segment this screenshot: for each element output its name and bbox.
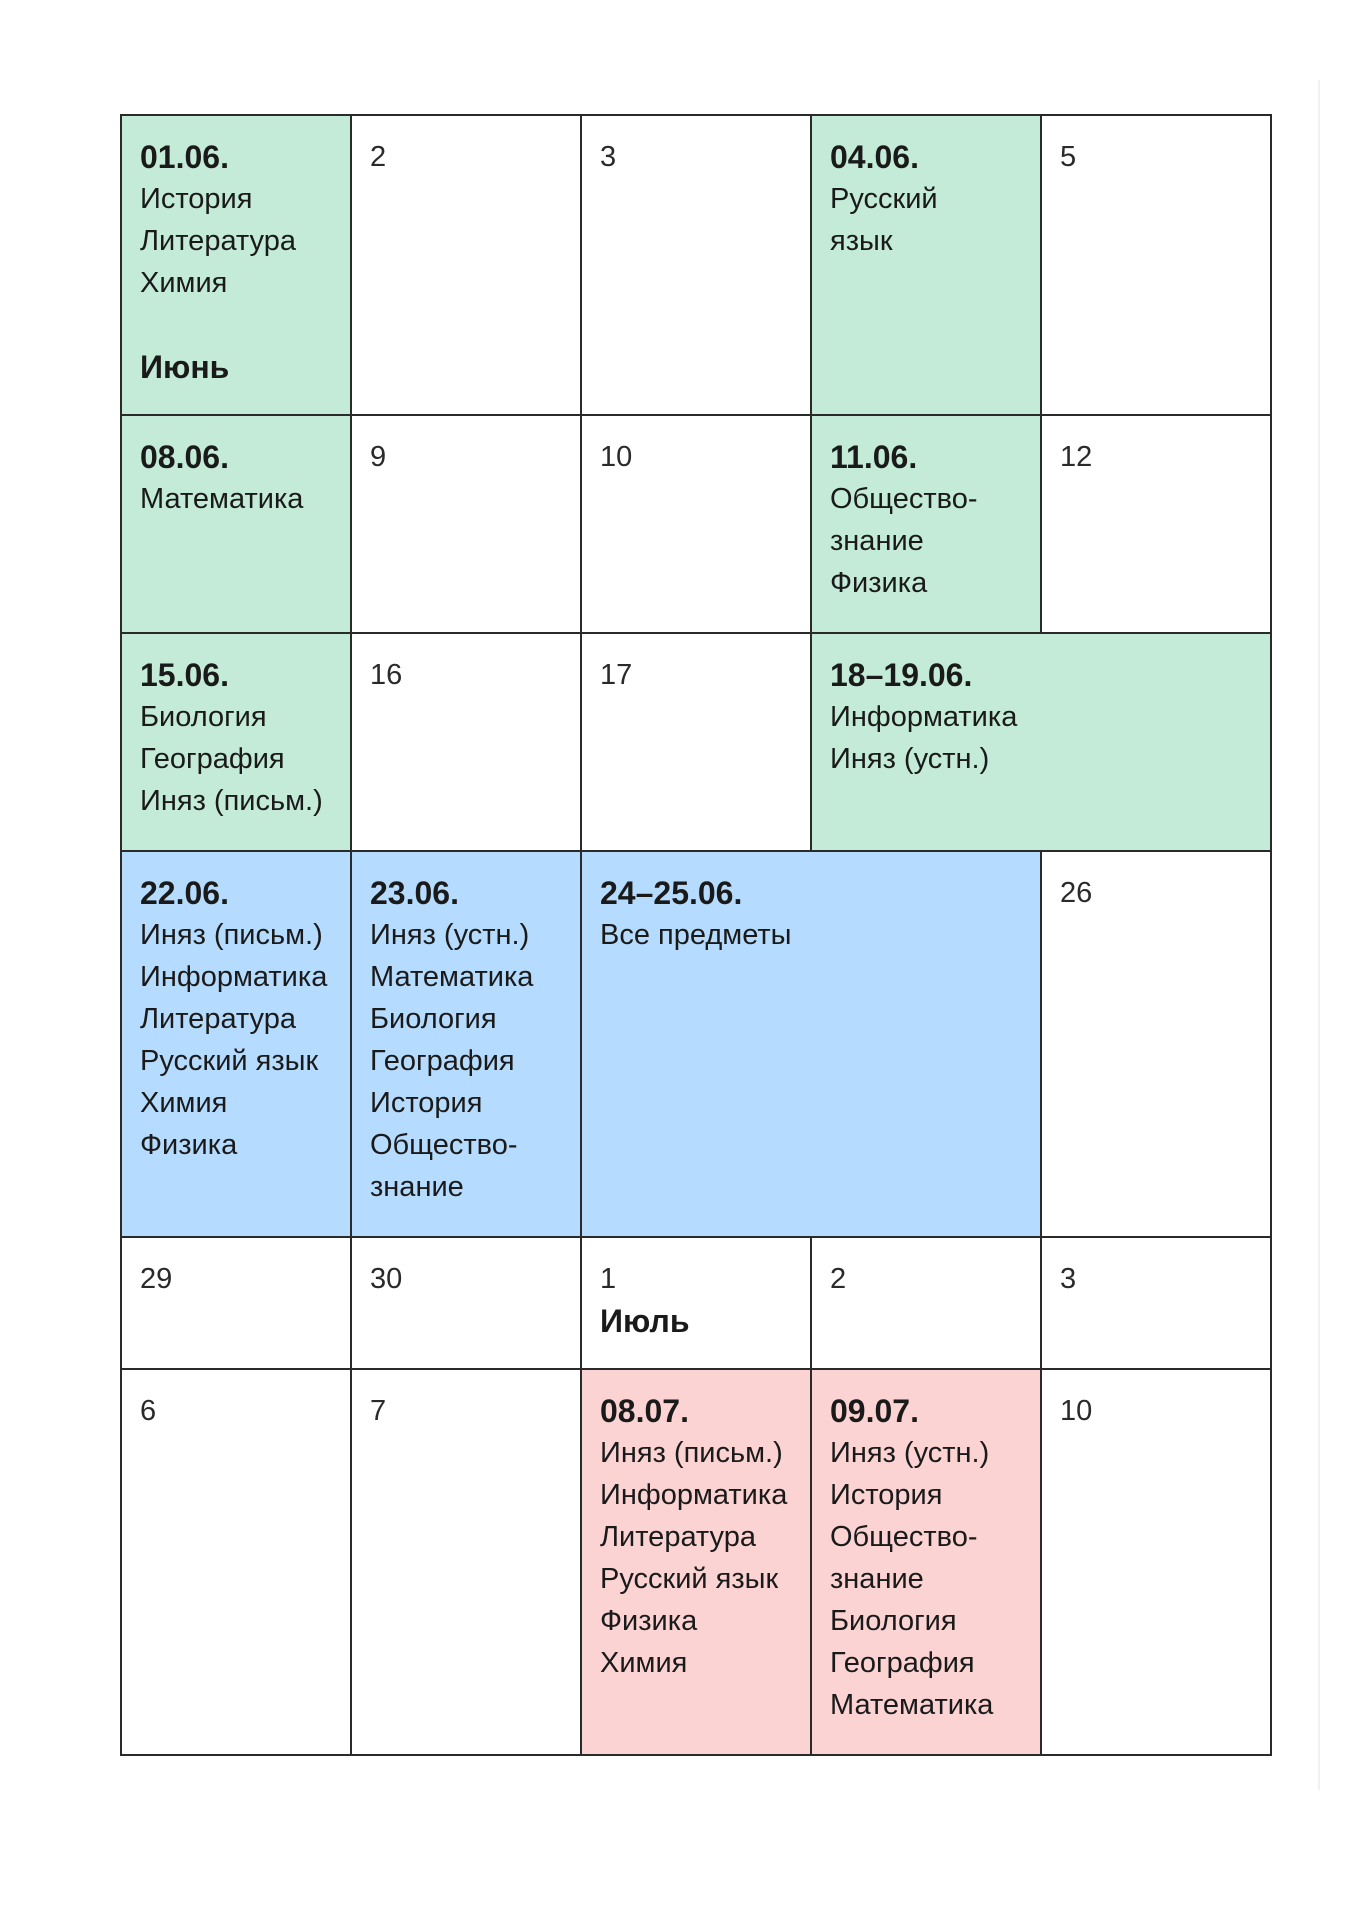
cell-subject: знание: [830, 525, 924, 557]
cell-date: 08.06.: [140, 439, 229, 475]
cell-subject: Иняз (письм.): [140, 785, 323, 817]
cell-subject: География: [140, 743, 285, 775]
cell-subject: Иняз (письм.): [600, 1437, 783, 1469]
cell-subject: Литература: [600, 1521, 756, 1553]
cell-day-number: 6: [140, 1395, 157, 1427]
calendar-cell: [581, 633, 811, 851]
cell-day-number: 26: [1060, 877, 1093, 909]
cell-day-number: 29: [140, 1263, 173, 1295]
month-label: Июль: [600, 1303, 690, 1339]
cell-date: 24–25.06.: [600, 875, 743, 911]
cell-subject: Все предметы: [600, 919, 792, 951]
cell-date: 23.06.: [370, 875, 459, 911]
cell-day-number: 1: [600, 1263, 617, 1295]
calendar-cell-08-07: [581, 1369, 811, 1755]
cell-subject: Общество-: [370, 1129, 518, 1161]
cell-subject: География: [370, 1045, 515, 1077]
cell-subject: Иняз (устн.): [830, 743, 990, 775]
cell-subject: Химия: [140, 1087, 228, 1119]
cell-day-number: 12: [1060, 441, 1093, 473]
cell-subject: Информатика: [600, 1479, 788, 1511]
cell-subject: История: [140, 183, 253, 215]
calendar-cell: [121, 1369, 351, 1755]
cell-subject: Общество-: [830, 483, 978, 515]
page-edge-line: [1318, 80, 1320, 1790]
cell-subject: Физика: [600, 1605, 698, 1637]
calendar-row: [121, 851, 1271, 1237]
cell-subject: Литература: [140, 1003, 296, 1035]
calendar-row: [121, 1237, 1271, 1369]
cell-subject: Информатика: [140, 961, 328, 993]
calendar-cell: [811, 1237, 1041, 1369]
cell-subject: Информатика: [830, 701, 1018, 733]
cell-date: 08.07.: [600, 1393, 689, 1429]
cell-date: 11.06.: [830, 439, 918, 475]
calendar-cell: [351, 1369, 581, 1755]
cell-day-number: 30: [370, 1263, 403, 1295]
cell-day-number: 2: [830, 1263, 847, 1295]
cell-subject: Математика: [830, 1689, 994, 1721]
cell-date: 22.06.: [140, 875, 229, 911]
calendar-cell-08-06: [121, 415, 351, 633]
calendar-cell: [1041, 1237, 1271, 1369]
calendar-row: [121, 115, 1271, 415]
cell-day-number: 7: [370, 1395, 387, 1427]
calendar-cell: [351, 415, 581, 633]
cell-subject: Литература: [140, 225, 296, 257]
exam-calendar: [120, 114, 1272, 1756]
cell-day-number: 10: [1060, 1395, 1093, 1427]
calendar-cell: [1041, 415, 1271, 633]
calendar-cell: [351, 115, 581, 415]
calendar-cell: [121, 1237, 351, 1369]
cell-subject: Иняз (устн.): [830, 1437, 990, 1469]
calendar-cell-09-07: [811, 1369, 1041, 1755]
cell-subject: Русский язык: [600, 1563, 779, 1595]
cell-date: 09.07.: [830, 1393, 919, 1429]
cell-day-number: 10: [600, 441, 633, 473]
cell-subject: Русский язык: [140, 1045, 319, 1077]
calendar-cell-23-06: [351, 851, 581, 1237]
cell-subject: Русский: [830, 183, 938, 215]
cell-subject: Общество-: [830, 1521, 978, 1553]
cell-subject: Химия: [140, 267, 228, 299]
cell-subject: знание: [830, 1563, 924, 1595]
cell-day-number: 3: [1060, 1263, 1077, 1295]
cell-date: 15.06.: [140, 657, 229, 693]
calendar-cell: [1041, 115, 1271, 415]
cell-date: 18–19.06.: [830, 657, 973, 693]
calendar-cell: [581, 115, 811, 415]
cell-subject: Математика: [370, 961, 534, 993]
calendar-cell-24-25-06: [581, 851, 1041, 1237]
cell-day-number: 16: [370, 659, 403, 691]
calendar-cell-01-06: [121, 115, 351, 415]
calendar-cell-18-19-06: [811, 633, 1271, 851]
cell-date: 01.06.: [140, 139, 229, 175]
cell-day-number: 3: [600, 141, 617, 173]
calendar-cell: [581, 415, 811, 633]
cell-day-number: 5: [1060, 141, 1077, 173]
cell-subject: История: [370, 1087, 483, 1119]
calendar-row: [121, 1369, 1271, 1755]
calendar-cell-11-06: [811, 415, 1041, 633]
cell-subject: знание: [370, 1171, 464, 1203]
calendar-cell: [581, 1237, 811, 1369]
cell-subject: Химия: [600, 1647, 688, 1679]
calendar-row: [121, 415, 1271, 633]
month-label: Июнь: [140, 349, 230, 385]
cell-subject: Иняз (письм.): [140, 919, 323, 951]
cell-subject: История: [830, 1479, 943, 1511]
calendar-cell: [351, 1237, 581, 1369]
calendar-cell-22-06: [121, 851, 351, 1237]
calendar-cell: [1041, 851, 1271, 1237]
calendar-cell: [1041, 1369, 1271, 1755]
cell-subject: География: [830, 1647, 975, 1679]
cell-date: 04.06.: [830, 139, 919, 175]
calendar-row: [121, 633, 1271, 851]
cell-day-number: 2: [370, 141, 387, 173]
cell-subject: Математика: [140, 483, 304, 515]
cell-subject: Физика: [140, 1129, 238, 1161]
calendar-cell: [351, 633, 581, 851]
cell-day-number: 17: [600, 659, 633, 691]
cell-subject: Биология: [830, 1605, 957, 1637]
cell-subject: язык: [830, 225, 893, 257]
cell-subject: Биология: [140, 701, 267, 733]
cell-subject: Биология: [370, 1003, 497, 1035]
cell-day-number: 9: [370, 441, 387, 473]
cell-subject: Физика: [830, 567, 928, 599]
calendar-cell-15-06: [121, 633, 351, 851]
cell-subject: Иняз (устн.): [370, 919, 530, 951]
calendar-cell-04-06: [811, 115, 1041, 415]
